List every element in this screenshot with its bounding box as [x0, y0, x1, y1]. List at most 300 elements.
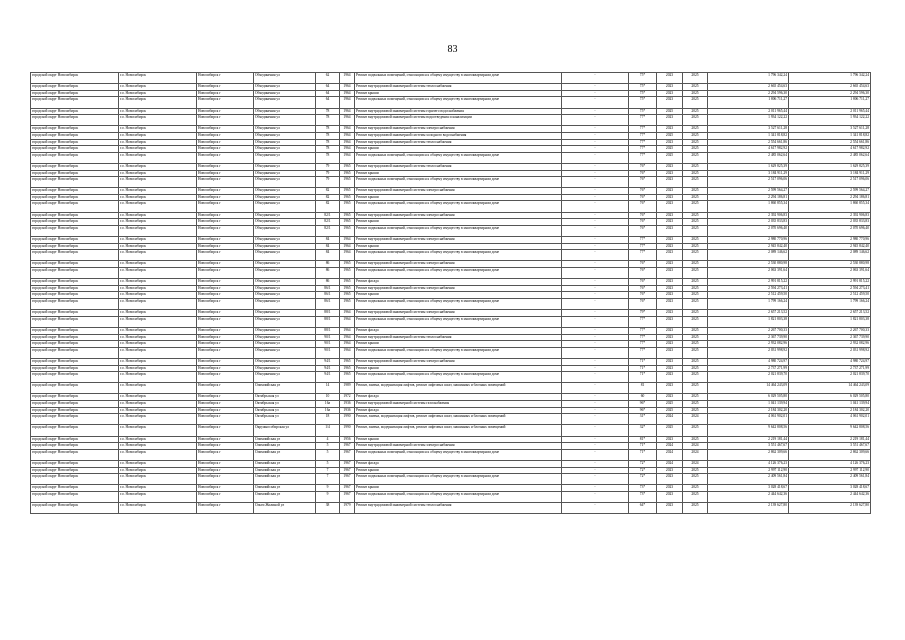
district-cell: городской округ Новосибирск [31, 503, 119, 514]
cost-cell: 2 409 561,84 [708, 474, 789, 485]
area-cell: - [562, 341, 629, 348]
street-cell: Объединения ул [254, 108, 316, 115]
street-cell: Объединения ул [254, 219, 316, 226]
city-cell: г.о. Новосибирск [119, 90, 197, 97]
district-cell: городской округ Новосибирск [31, 237, 119, 244]
house-cell: 82 [316, 194, 340, 201]
locality-cell: Новосибирск г [197, 237, 254, 244]
house-cell: 5 [316, 449, 340, 460]
year-cell: 1964 [340, 132, 355, 139]
street-cell: Объединения ул [254, 146, 316, 153]
total-cell: 2 594 273,41 [789, 285, 871, 292]
area-cell: - [562, 334, 629, 341]
cost-cell: 4 126 376,23 [708, 461, 789, 468]
locality-cell: Новосибирск г [197, 115, 254, 126]
area-cell: - [562, 188, 629, 195]
table-row [31, 383, 871, 394]
cost-cell: 2 294 596,30 [708, 90, 789, 97]
table-row [31, 372, 871, 383]
year-to-cell: 2025 [683, 163, 708, 170]
cost-cell: 2 021 839,70 [708, 372, 789, 383]
total-cell: 1 799 166,24 [789, 298, 871, 309]
city-cell: г.о. Новосибирск [119, 188, 197, 195]
house-cell: 62 [316, 73, 340, 84]
district-cell: городской округ Новосибирск [31, 201, 119, 212]
year-from-cell: 2024 [657, 461, 683, 468]
street-cell: Объединения ул [254, 334, 316, 341]
year-from-cell: 2023 [657, 503, 683, 514]
year-cell: 1964 [340, 341, 355, 348]
total-cell: 2 219 181,44 [789, 436, 871, 443]
locality-cell: Новосибирск г [197, 177, 254, 188]
table-row [31, 132, 871, 139]
locality-cell: Новосибирск г [197, 73, 254, 84]
wear-percent-cell: 75* [629, 90, 657, 97]
year-to-cell: 2025 [683, 84, 708, 91]
work-type-cell: Ремонт подвальных помещений, относящихся к общему имуществу в многоквартирном доме [355, 201, 562, 212]
locality-cell: Новосибирск г [197, 327, 254, 334]
locality-cell: Новосибирск г [197, 372, 254, 383]
house-cell: 64 [316, 84, 340, 91]
cost-cell: 2 063 391,64 [708, 268, 789, 279]
wear-percent-cell: 64* [629, 503, 657, 514]
total-cell: 2 517 096,06 [789, 177, 871, 188]
year-to-cell: 2025 [683, 73, 708, 84]
year-cell: 1967 [340, 449, 355, 460]
house-cell: 14 [316, 383, 340, 394]
year-cell: 1965 [340, 279, 355, 286]
wear-percent-cell: 77* [629, 327, 657, 334]
year-to-cell: 2025 [683, 268, 708, 279]
wear-percent-cell: 75* [629, 108, 657, 115]
city-cell: г.о. Новосибирск [119, 146, 197, 153]
year-cell: 1964 [340, 152, 355, 163]
table-row [31, 170, 871, 177]
district-cell: городской округ Новосибирск [31, 90, 119, 97]
house-cell: 79 [316, 170, 340, 177]
district-cell: городской округ Новосибирск [31, 194, 119, 201]
year-to-cell: 2025 [683, 285, 708, 292]
cost-cell: 3 527 611,28 [708, 126, 789, 133]
locality-cell: Новосибирск г [197, 292, 254, 299]
house-cell: 90/1 [316, 347, 340, 358]
year-cell: 1964 [340, 84, 355, 91]
wear-percent-cell: 32* [629, 425, 657, 436]
city-cell: г.о. Новосибирск [119, 341, 197, 348]
city-cell: г.о. Новосибирск [119, 461, 197, 468]
street-cell: Объединения ул [254, 268, 316, 279]
year-to-cell: 2025 [683, 358, 708, 365]
year-to-cell: 2025 [683, 90, 708, 97]
district-cell: городской округ Новосибирск [31, 152, 119, 163]
total-cell: 1 341 818,82 [789, 132, 871, 139]
wear-percent-cell: 76* [629, 285, 657, 292]
area-cell: - [562, 365, 629, 372]
city-cell: г.о. Новосибирск [119, 285, 197, 292]
street-cell: Объединения ул [254, 188, 316, 195]
work-type-cell: Ремонт крыши [355, 485, 562, 492]
year-to-cell: 2025 [683, 250, 708, 261]
area-cell: - [562, 170, 629, 177]
table-row [31, 285, 871, 292]
cost-cell: 2 011 965,44 [708, 108, 789, 115]
house-cell: 88/1 [316, 316, 340, 327]
wear-percent-cell: 72* [629, 474, 657, 485]
cost-cell: 4 061 902,01 [708, 414, 789, 425]
locality-cell: Новосибирск г [197, 139, 254, 146]
table-row [31, 177, 871, 188]
city-cell: г.о. Новосибирск [119, 115, 197, 126]
year-from-cell: 2023 [657, 115, 683, 126]
table-row [31, 443, 871, 450]
year-from-cell: 2025 [657, 152, 683, 163]
area-cell: - [562, 152, 629, 163]
wear-percent-cell: 96* [629, 407, 657, 414]
city-cell: г.о. Новосибирск [119, 401, 197, 408]
work-type-cell: Ремонт крыши [355, 90, 562, 97]
year-from-cell: 2023 [657, 436, 683, 443]
table-row [31, 414, 871, 425]
total-cell: 2 070 696,40 [789, 225, 871, 236]
district-cell: городской округ Новосибирск [31, 436, 119, 443]
table-row [31, 461, 871, 468]
city-cell: г.о. Новосибирск [119, 449, 197, 460]
district-cell: городской округ Новосибирск [31, 108, 119, 115]
year-cell: 1964 [340, 108, 355, 115]
district-cell: городской округ Новосибирск [31, 407, 119, 414]
locality-cell: Новосибирск г [197, 443, 254, 450]
cost-cell: 2 184 302,20 [708, 407, 789, 414]
street-cell: Объединения ул [254, 126, 316, 133]
district-cell: городской округ Новосибирск [31, 97, 119, 108]
year-from-cell: 2023 [657, 485, 683, 492]
cost-cell: 1 806 711,27 [708, 97, 789, 108]
program-table-container [30, 72, 870, 514]
year-cell: 1967 [340, 443, 355, 450]
street-cell: Объединения ул [254, 358, 316, 365]
wear-percent-cell: 76* [629, 212, 657, 219]
year-to-cell: 2025 [683, 279, 708, 286]
area-cell: - [562, 298, 629, 309]
year-cell: 1990 [340, 414, 355, 425]
locality-cell: Новосибирск г [197, 461, 254, 468]
area-cell: - [562, 383, 629, 394]
locality-cell: Новосибирск г [197, 279, 254, 286]
work-type-cell: Ремонт подвальных помещений, относящихся к общему имуществу в многоквартирном доме [355, 250, 562, 261]
street-cell: Октябрьская ул [254, 407, 316, 414]
year-cell: 1965 [340, 268, 355, 279]
total-cell: 1 821 803,38 [789, 316, 871, 327]
work-type-cell: Ремонт внутридомовой инженерной системы теплоснабжения [355, 163, 562, 170]
wear-percent-cell: 96* [629, 401, 657, 408]
year-to-cell: 2025 [683, 243, 708, 250]
city-cell: г.о. Новосибирск [119, 358, 197, 365]
total-cell: 4 126 376,23 [789, 461, 871, 468]
area-cell: - [562, 194, 629, 201]
city-cell: г.о. Новосибирск [119, 443, 197, 450]
house-cell: 5 [316, 461, 340, 468]
house-cell: 78 [316, 132, 340, 139]
work-type-cell: Ремонт внутридомовой инженерной системы электроснабжения [355, 285, 562, 292]
city-cell: г.о. Новосибирск [119, 467, 197, 474]
area-cell: - [562, 225, 629, 236]
district-cell: городской округ Новосибирск [31, 491, 119, 502]
year-cell: 1964 [340, 97, 355, 108]
total-cell: 4 061 902,01 [789, 414, 871, 425]
locality-cell: Новосибирск г [197, 414, 254, 425]
total-cell: 1 860 855,34 [789, 201, 871, 212]
house-cell: 16а [316, 407, 340, 414]
district-cell: городской округ Новосибирск [31, 212, 119, 219]
year-from-cell: 2024 [657, 414, 683, 425]
wear-percent-cell: 77* [629, 334, 657, 341]
wear-percent-cell: 76* [629, 201, 657, 212]
locality-cell: Новосибирск г [197, 467, 254, 474]
cost-cell: 2 267 700,33 [708, 327, 789, 334]
year-to-cell: 2025 [683, 467, 708, 474]
table-row [31, 212, 871, 219]
year-to-cell: 2025 [683, 425, 708, 436]
cost-cell: 2 997 112,90 [708, 467, 789, 474]
year-cell: 1965 [340, 201, 355, 212]
year-from-cell: 2025 [657, 425, 683, 436]
city-cell: г.о. Новосибирск [119, 347, 197, 358]
street-cell: Олимпийская ул [254, 467, 316, 474]
area-cell: - [562, 163, 629, 170]
house-cell: 82 [316, 201, 340, 212]
city-cell: г.о. Новосибирск [119, 298, 197, 309]
cost-cell: 3 551 467,67 [708, 443, 789, 450]
year-cell: 1964 [340, 334, 355, 341]
year-to-cell: 2025 [683, 292, 708, 299]
wear-percent-cell: 77* [629, 237, 657, 244]
locality-cell: Новосибирск г [197, 341, 254, 348]
locality-cell: Новосибирск г [197, 250, 254, 261]
area-cell: - [562, 474, 629, 485]
city-cell: г.о. Новосибирск [119, 261, 197, 268]
area-cell: - [562, 177, 629, 188]
year-to-cell: 2024 [683, 443, 708, 450]
total-cell: 9 642 808,56 [789, 425, 871, 436]
total-cell: 3 184 911,29 [789, 170, 871, 177]
house-cell: 86 [316, 261, 340, 268]
city-cell: г.о. Новосибирск [119, 407, 197, 414]
total-cell: 1 629 825,39 [789, 163, 871, 170]
year-to-cell: 2025 [683, 108, 708, 115]
year-cell: 1967 [340, 474, 355, 485]
area-cell: - [562, 485, 629, 492]
area-cell: - [562, 310, 629, 317]
cost-cell: 2 367 739,90 [708, 334, 789, 341]
table-row [31, 298, 871, 309]
year-cell: 1956 [340, 436, 355, 443]
city-cell: г.о. Новосибирск [119, 485, 197, 492]
table-row [31, 115, 871, 126]
city-cell: г.о. Новосибирск [119, 84, 197, 91]
district-cell: городской округ Новосибирск [31, 474, 119, 485]
locality-cell: Новосибирск г [197, 310, 254, 317]
cost-cell: 1 799 166,24 [708, 298, 789, 309]
house-cell: 86/1 [316, 298, 340, 309]
total-cell: 2 294 186,81 [789, 194, 871, 201]
house-cell: 78 [316, 152, 340, 163]
work-type-cell: Ремонт крыши [355, 146, 562, 153]
work-type-cell: Ремонт фасада [355, 394, 562, 401]
city-cell: г.о. Новосибирск [119, 436, 197, 443]
table-row [31, 425, 871, 436]
area-cell: - [562, 243, 629, 250]
district-cell: городской округ Новосибирск [31, 365, 119, 372]
year-to-cell: 2025 [683, 372, 708, 383]
year-cell: 1965 [340, 298, 355, 309]
house-cell: 84 [316, 250, 340, 261]
locality-cell: Новосибирск г [197, 285, 254, 292]
year-cell: 1965 [340, 358, 355, 365]
total-cell: 2 945 842,40 [789, 243, 871, 250]
work-type-cell: Ремонт подвальных помещений, относящихся к общему имуществу в многоквартирном доме [355, 177, 562, 188]
area-cell: - [562, 90, 629, 97]
year-cell: 1965 [340, 225, 355, 236]
year-to-cell: 2025 [683, 401, 708, 408]
house-cell: 86/1 [316, 292, 340, 299]
table-row [31, 225, 871, 236]
house-cell: 82/1 [316, 225, 340, 236]
year-from-cell: 2025 [657, 407, 683, 414]
year-from-cell: 2023 [657, 372, 683, 383]
table-row [31, 139, 871, 146]
year-from-cell: 2023 [657, 201, 683, 212]
area-cell: - [562, 219, 629, 226]
district-cell: городской округ Новосибирск [31, 358, 119, 365]
area-cell: - [562, 414, 629, 425]
program-table [30, 72, 871, 514]
street-cell: Объединения ул [254, 237, 316, 244]
year-from-cell: 2023 [657, 285, 683, 292]
year-to-cell: 2024 [683, 449, 708, 460]
total-cell: 2 862 309,66 [789, 449, 871, 460]
locality-cell: Новосибирск г [197, 126, 254, 133]
year-to-cell: 2025 [683, 298, 708, 309]
district-cell: городской округ Новосибирск [31, 250, 119, 261]
city-cell: г.о. Новосибирск [119, 503, 197, 514]
year-to-cell: 2025 [683, 383, 708, 394]
locality-cell: Новосибирск г [197, 347, 254, 358]
wear-percent-cell: 77* [629, 126, 657, 133]
wear-percent-cell: 76* [629, 219, 657, 226]
cost-cell: 2 089 146,62 [708, 250, 789, 261]
cost-cell: 2 530 880,98 [708, 261, 789, 268]
year-from-cell: 2023 [657, 261, 683, 268]
district-cell: городской округ Новосибирск [31, 126, 119, 133]
work-type-cell: Ремонт крыши [355, 341, 562, 348]
street-cell: Объединения ул [254, 212, 316, 219]
city-cell: г.о. Новосибирск [119, 372, 197, 383]
cost-cell: 2 657 213,52 [708, 310, 789, 317]
total-cell: 1 934 122,22 [789, 115, 871, 126]
table-row [31, 279, 871, 286]
table-row [31, 365, 871, 372]
wear-percent-cell: 73* [629, 485, 657, 492]
area-cell: - [562, 201, 629, 212]
district-cell: городской округ Новосибирск [31, 146, 119, 153]
table-row [31, 268, 871, 279]
year-to-cell: 2025 [683, 407, 708, 414]
locality-cell: Новосибирск г [197, 132, 254, 139]
area-cell: - [562, 285, 629, 292]
year-from-cell: 2023 [657, 341, 683, 348]
total-cell: 2 444 642,36 [789, 491, 871, 502]
locality-cell: Новосибирск г [197, 394, 254, 401]
year-cell: 1964 [340, 310, 355, 317]
year-from-cell: 2023 [657, 394, 683, 401]
street-cell: Объединения ул [254, 327, 316, 334]
district-cell: городской округ Новосибирск [31, 285, 119, 292]
year-from-cell: 2023 [657, 177, 683, 188]
cost-cell: 1 041 139,94 [708, 401, 789, 408]
work-type-cell: Ремонт подвальных помещений, относящихся к общему имуществу в многоквартирном доме [355, 316, 562, 327]
cost-cell: 1 629 825,39 [708, 163, 789, 170]
area-cell: - [562, 268, 629, 279]
year-cell: 1967 [340, 461, 355, 468]
area-cell: - [562, 327, 629, 334]
total-cell: 2 932 082,96 [789, 341, 871, 348]
work-type-cell: Ремонт внутридомовой инженерной системы теплоснабжения [355, 84, 562, 91]
area-cell: - [562, 261, 629, 268]
total-cell: 2 139 627,80 [789, 503, 871, 514]
work-type-cell: Ремонт внутридомовой инженерной системы газоснабжения [355, 401, 562, 408]
street-cell: Октябрьская ул [254, 394, 316, 401]
house-cell: 94/1 [316, 358, 340, 365]
city-cell: г.о. Новосибирск [119, 201, 197, 212]
city-cell: г.о. Новосибирск [119, 225, 197, 236]
street-cell: Объединения ул [254, 90, 316, 97]
work-type-cell: Ремонт подвальных помещений, относящихся к общему имуществу в многоквартирном доме [355, 97, 562, 108]
wear-percent-cell: 81* [629, 436, 657, 443]
total-cell: 2 021 839,70 [789, 372, 871, 383]
locality-cell: Новосибирск г [197, 503, 254, 514]
work-type-cell: Ремонт внутридомовой инженерной системы электроснабжения [355, 188, 562, 195]
wear-percent-cell: 76* [629, 170, 657, 177]
area-cell: - [562, 449, 629, 460]
city-cell: г.о. Новосибирск [119, 152, 197, 163]
district-cell: городской округ Новосибирск [31, 73, 119, 84]
locality-cell: Новосибирск г [197, 401, 254, 408]
street-cell: Объединения ул [254, 347, 316, 358]
year-to-cell: 2025 [683, 188, 708, 195]
cost-cell: 1 341 818,82 [708, 132, 789, 139]
table-row [31, 394, 871, 401]
cost-cell: 4 617 982,92 [708, 146, 789, 153]
work-type-cell: Ремонт подвальных помещений, относящихся к общему имуществу в многоквартирном доме [355, 449, 562, 460]
table-body [31, 73, 871, 514]
locality-cell: Новосибирск г [197, 212, 254, 219]
year-to-cell: 2025 [683, 491, 708, 502]
work-type-cell: Ремонт подвальных помещений, относящихся к общему имуществу в многоквартирном доме [355, 372, 562, 383]
area-cell: - [562, 108, 629, 115]
wear-percent-cell: 77* [629, 146, 657, 153]
house-cell: 82/1 [316, 219, 340, 226]
year-to-cell: 2025 [683, 365, 708, 372]
street-cell: Объединения ул [254, 132, 316, 139]
year-cell: 1972 [340, 394, 355, 401]
total-cell: 3 551 467,67 [789, 443, 871, 450]
locality-cell: Новосибирск г [197, 474, 254, 485]
district-cell: городской округ Новосибирск [31, 316, 119, 327]
area-cell: - [562, 436, 629, 443]
total-cell: 2 980 770,96 [789, 237, 871, 244]
year-cell: 1967 [340, 485, 355, 492]
year-from-cell: 2023 [657, 327, 683, 334]
